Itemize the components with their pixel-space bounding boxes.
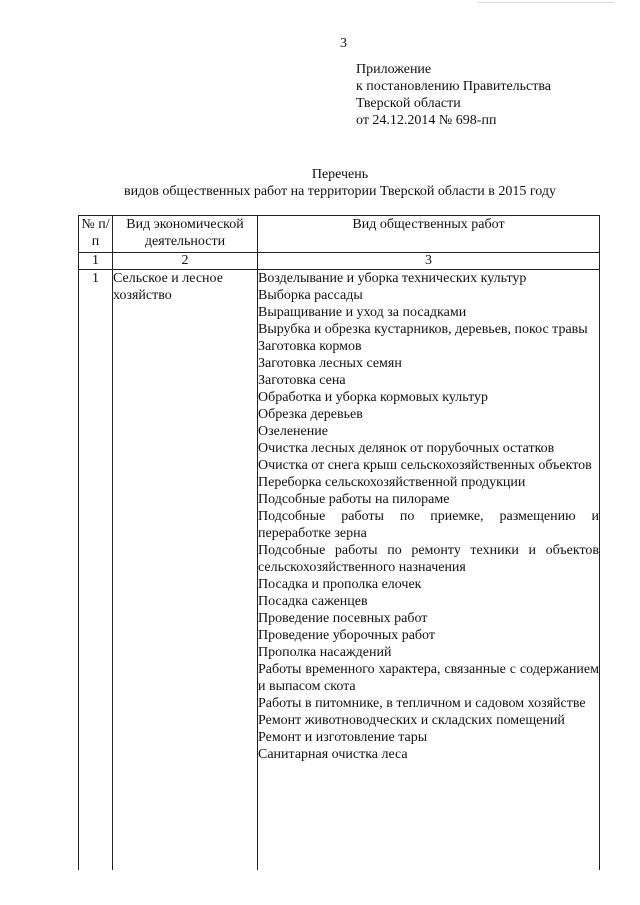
list-item: Обработка и уборка кормовых культур <box>258 390 489 405</box>
list-item: Ремонт животноводческих и складских помещений <box>258 713 565 728</box>
row-activity: Сельское и лесное хозяйство <box>113 270 258 871</box>
list-item: Проведение посевных работ <box>258 611 428 626</box>
document-title <box>0 166 640 200</box>
table-row <box>79 270 600 871</box>
page-number: 3 <box>340 36 347 51</box>
list-item: Подсобные работы по приемке, размещению и переработке зерна <box>258 509 599 541</box>
list-item: Очистка от снега крыш сельскохозяйственных объектов <box>258 458 592 473</box>
row-works-list <box>258 270 600 871</box>
list-item: Посадка саженцев <box>258 594 368 609</box>
list-item: Заготовка кормов <box>258 339 362 354</box>
list-item: Посадка и прополка елочек <box>258 577 422 592</box>
list-item: Озеленение <box>258 424 328 439</box>
list-item: Подсобные работы по ремонту техники и объектов сельскохозяйственного назначения <box>258 543 599 575</box>
list-item: Работы временного характера, связанные с содержанием и выпасом скота <box>258 662 599 694</box>
column-number: 2 <box>113 253 258 270</box>
column-number: 3 <box>258 253 600 270</box>
title-line: Перечень <box>311 167 369 182</box>
header-activity: Вид экономической деятельности <box>113 216 258 253</box>
appendix-line: от 24.12.2014 № 698-пп <box>356 113 497 128</box>
appendix-block <box>356 61 551 129</box>
appendix-line: Приложение <box>356 62 432 77</box>
list-item: Санитарная очистка леса <box>258 747 408 762</box>
table-header-row <box>79 216 600 253</box>
appendix-line: к постановлению Правительства <box>356 79 552 94</box>
list-item: Работы в питомнике, в тепличном и садовом хозяйстве <box>258 696 586 711</box>
list-item: Вырубка и обрезка кустарников, деревьев, покос травы <box>258 322 588 337</box>
column-number: 1 <box>79 253 113 270</box>
list-item: Очистка лесных делянок от порубочных остатков <box>258 441 555 456</box>
header-works: Вид общественных работ <box>258 216 600 253</box>
row-number: 1 <box>79 270 113 871</box>
list-item: Заготовка лесных семян <box>258 356 402 371</box>
list-item: Выращивание и уход за посадками <box>258 305 467 320</box>
list-item: Ремонт и изготовление тары <box>258 730 428 745</box>
scan-artifact-line <box>478 2 614 3</box>
list-item: Прополка насаждений <box>258 645 392 660</box>
list-item: Проведение уборочных работ <box>258 628 435 643</box>
title-line: видов общественных работ на территории Тверской области в 2015 году <box>124 184 556 199</box>
works-table <box>78 215 600 870</box>
header-number: № п/п <box>79 216 113 253</box>
list-item: Подсобные работы на пилораме <box>258 492 450 507</box>
list-item: Выборка рассады <box>258 288 363 303</box>
list-item: Возделывание и уборка технических культур <box>258 271 527 286</box>
list-item: Переборка сельскохозяйственной продукции <box>258 475 526 490</box>
column-number-row <box>79 253 600 270</box>
appendix-line: Тверской области <box>356 96 461 111</box>
list-item: Обрезка деревьев <box>258 407 363 422</box>
list-item: Заготовка сена <box>258 373 346 388</box>
